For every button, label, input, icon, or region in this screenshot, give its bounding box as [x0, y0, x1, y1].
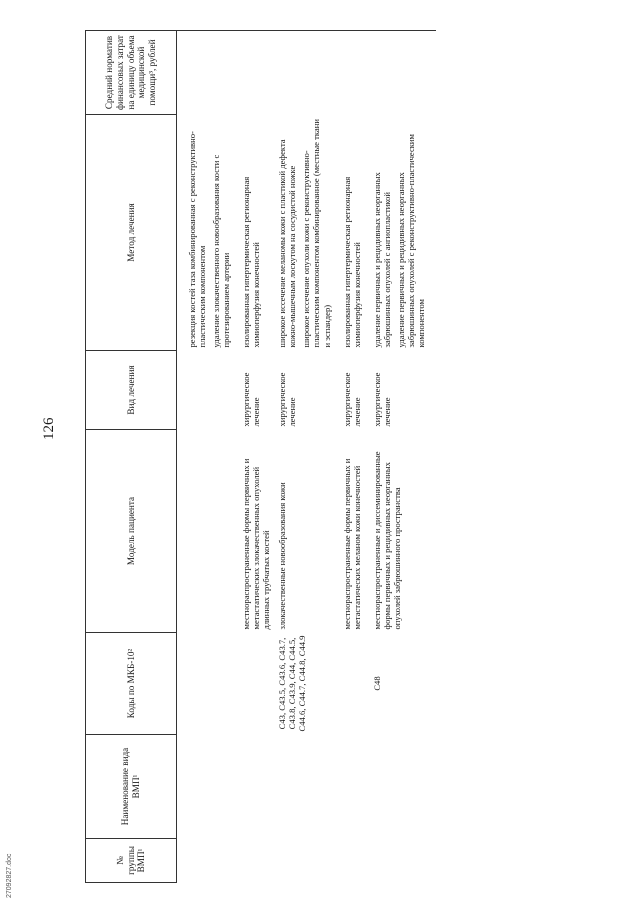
- table-header-row: [86, 31, 177, 883]
- row-model: местнораспространенные формы первичных и метастатических меланом кожи конечностей: [341, 458, 362, 630]
- spacer-row: [177, 31, 188, 883]
- table-row: [372, 31, 436, 883]
- header-group: № группы ВМП¹: [86, 839, 177, 883]
- header-cost: Средний норматив финансовых затрат на единицу объема медицинской помощи³, рублей: [86, 31, 177, 115]
- header-method: Метод лечения: [86, 115, 177, 351]
- table-row: [342, 31, 372, 883]
- row-codes: [342, 633, 372, 735]
- row-model: злокачественные новообразования кожи: [277, 482, 288, 630]
- table-row: [241, 31, 277, 883]
- method-item: изолированная гипертермическая регионарная химиоперфузия конечностей: [341, 176, 362, 348]
- row-model: [187, 430, 241, 633]
- header-name: Наименование вида ВМП¹: [86, 735, 177, 839]
- method-item: изолированная гипертермическая регионарная химиоперфузия конечностей: [241, 176, 262, 348]
- row-codes: [187, 633, 241, 735]
- row-methods: [342, 115, 372, 351]
- table-row: [187, 31, 241, 883]
- row-model: местнораспространенные формы первичных и метастатических злокачественных опухолей длинных трубчатых костей: [241, 458, 272, 630]
- row-methods: [187, 115, 241, 351]
- method-item: широкое иссечение опухоли кожи с реконструктивно-пластическим компонентом комбинированное (местные ткани и эспандер): [301, 119, 332, 348]
- method-item: широкое иссечение меланомы кожи с пластикой дефекта кожно-мышечным лоскутом на сосудистой ножке: [277, 139, 298, 348]
- row-type: [187, 351, 241, 430]
- method-item: удаление злокачественного новообразования кости с протезированием артерии: [211, 154, 232, 348]
- row-model: местнораспространенные и диссеминированные формы первичных и рецидивных неорганных опухолей забрюшинного пространства: [371, 451, 402, 630]
- row-codes: C43, C43.5, C43.6, C43.7, C43.8, C43.9, C44, C44.5, C44.6, C44.7, C44.8, C44.9: [277, 635, 308, 732]
- rotated-table-container: [85, 31, 621, 883]
- method-item: удаление первичных и рецидивных неорганных забрюшинных опухолей с ангиопластикой: [371, 172, 392, 348]
- row-type: хирургическое лечение: [241, 372, 262, 427]
- row-methods: [277, 115, 341, 351]
- method-item: удаление первичных и рецидивных неорганных забрюшинных опухолей с реконструктивно-пластическим компонентом: [395, 134, 426, 348]
- row-type: хирургическое лечение: [277, 372, 298, 427]
- row-methods: [372, 115, 436, 351]
- row-codes: [241, 633, 277, 735]
- row-type: хирургическое лечение: [371, 372, 392, 427]
- header-type: Вид лечения: [86, 351, 177, 430]
- table-row: [277, 31, 341, 883]
- header-model: Модель пациента: [86, 430, 177, 633]
- header-codes: Коды по МКБ-10²: [86, 633, 177, 735]
- treatment-table: [85, 30, 436, 883]
- method-item: резекция костей таза комбинированная с реконструктивно-пластическим компонентом: [187, 131, 208, 348]
- row-codes: C48: [371, 676, 382, 691]
- row-type: хирургическое лечение: [341, 372, 362, 427]
- row-methods: [241, 115, 277, 351]
- footer-file-code: 27092827.doc: [6, 853, 13, 898]
- page-number: 126: [41, 417, 57, 440]
